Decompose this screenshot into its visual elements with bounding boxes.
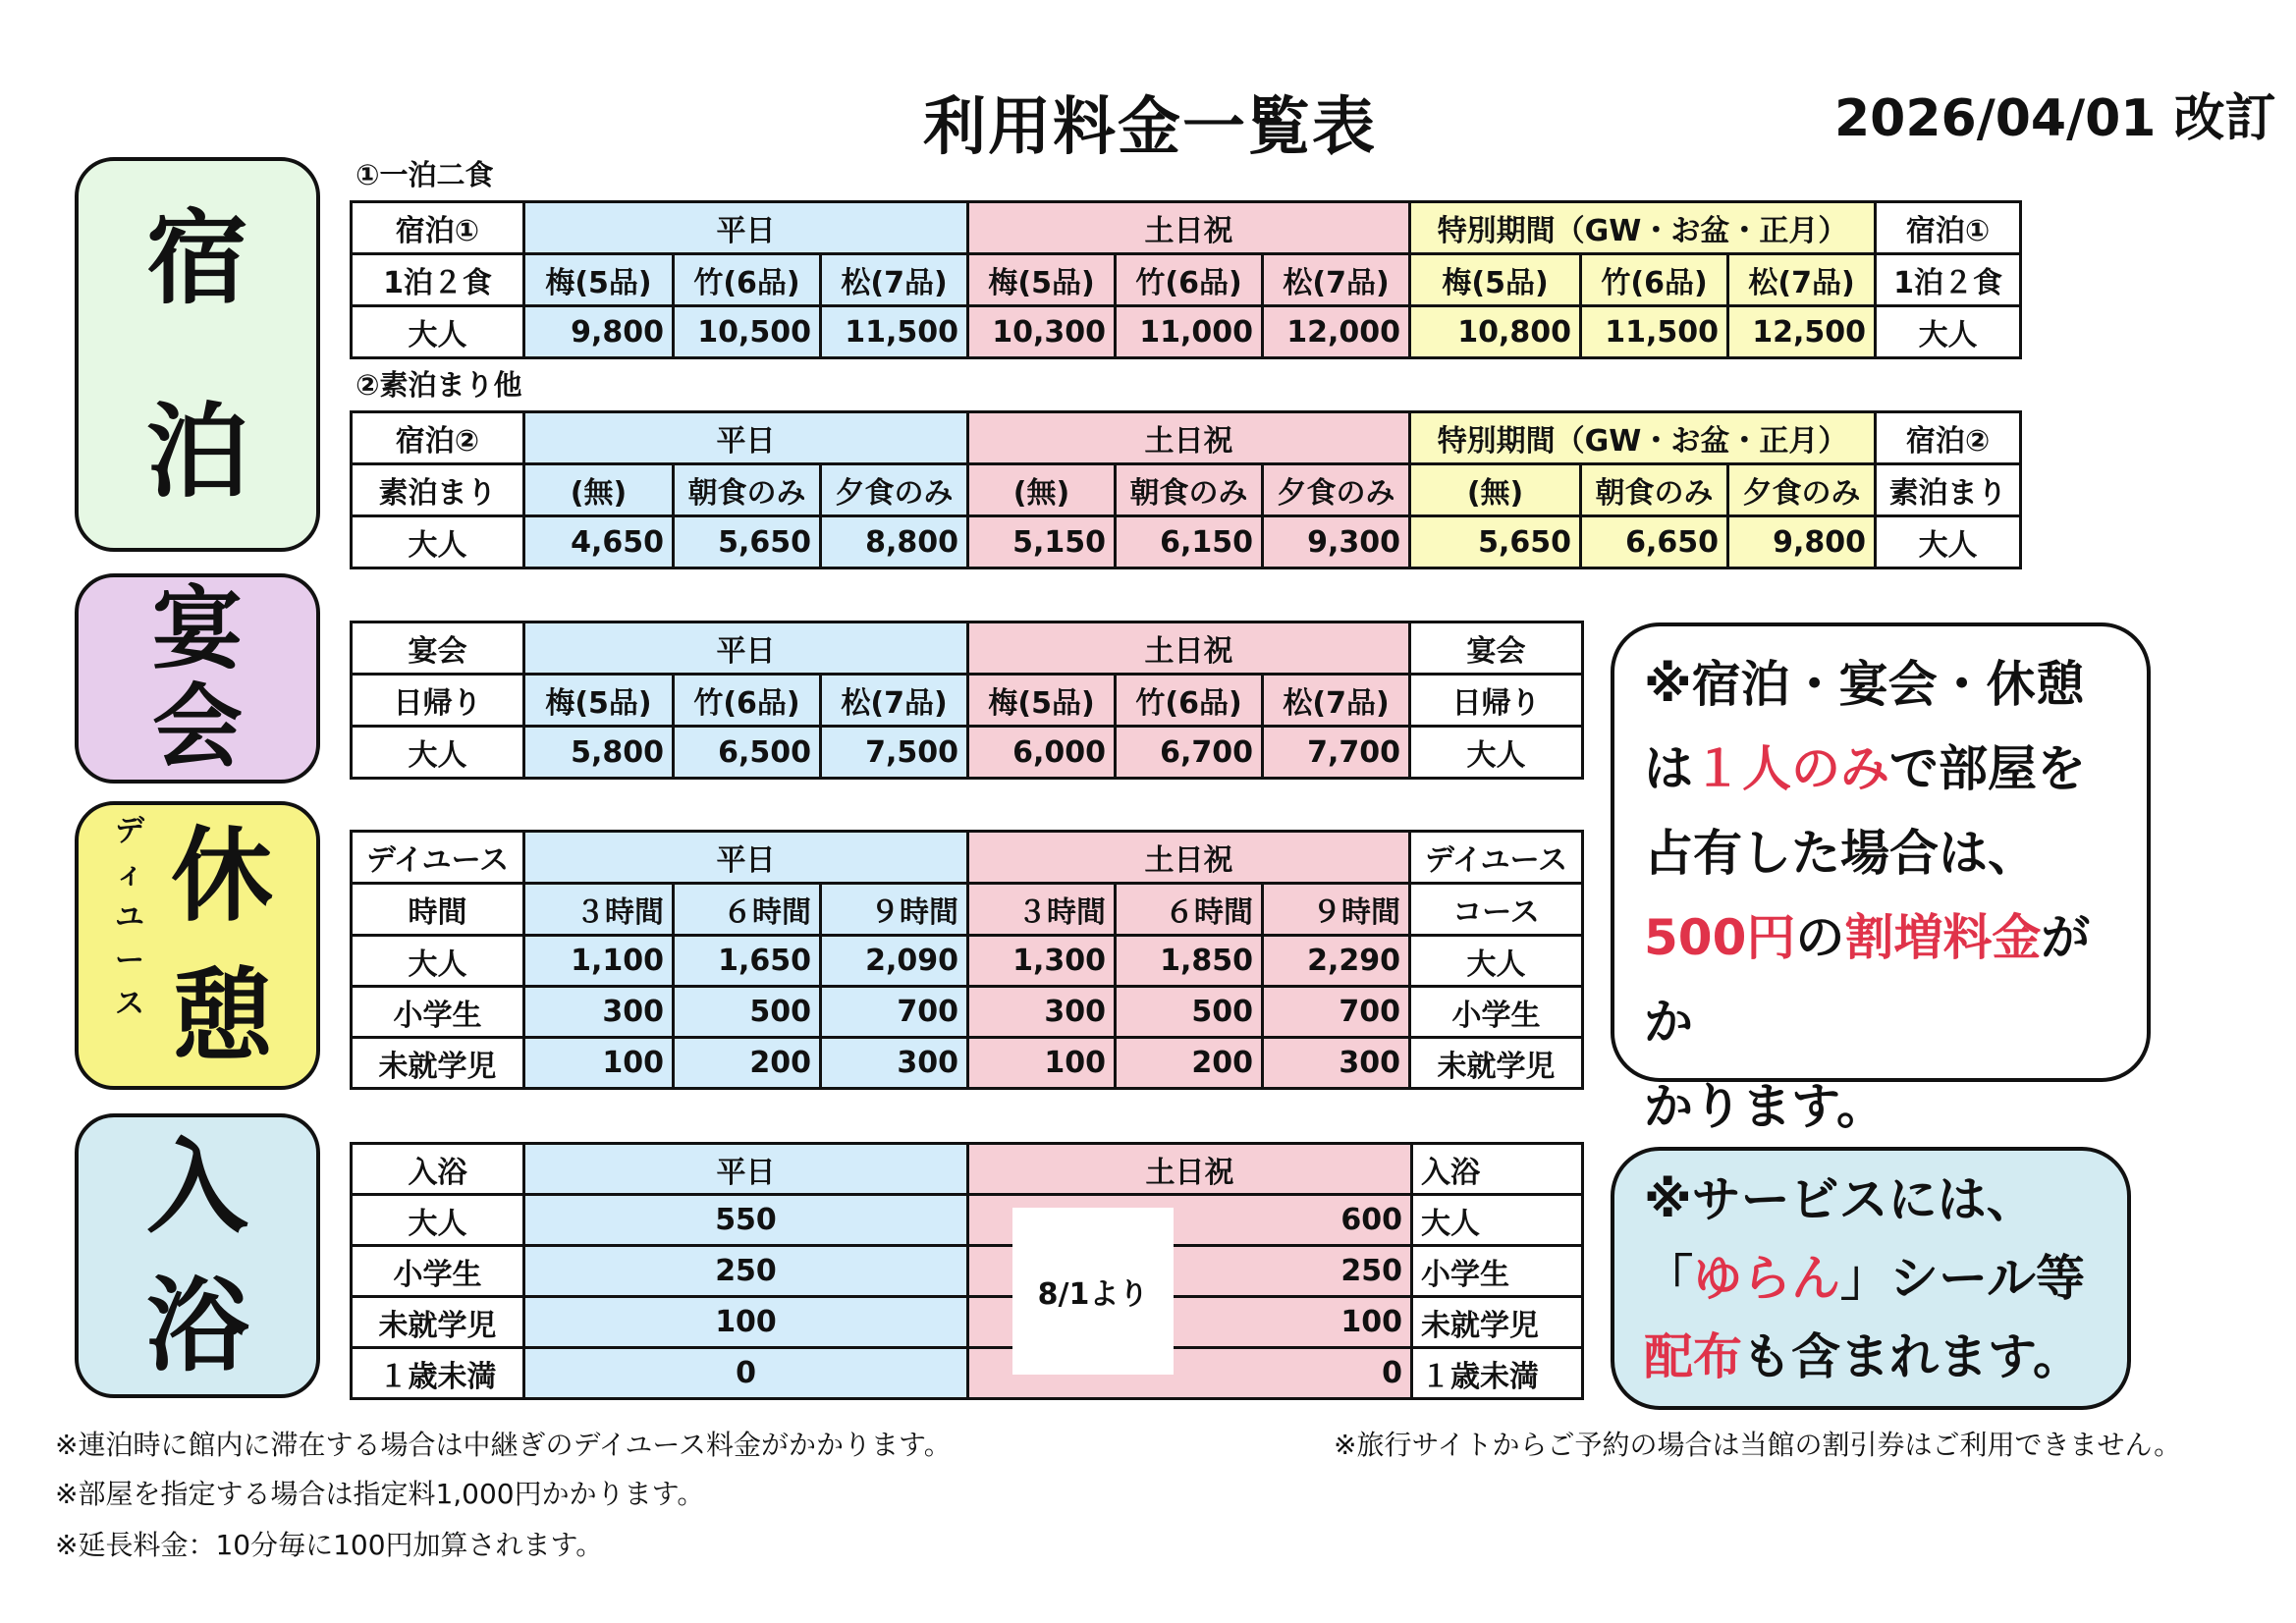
price-cell: 4,650 <box>524 516 674 568</box>
course-label: 梅(5品) <box>524 675 674 727</box>
meal-option: 朝食のみ <box>1581 464 1728 516</box>
course-label: 梅(5品) <box>524 254 674 306</box>
price-cell: 11,000 <box>1116 306 1263 358</box>
meal-option: (無) <box>968 464 1116 516</box>
special-period-header: 特別期間（GW・お盆・正月） <box>1410 412 1876 464</box>
category-rest-char: 憩 <box>170 955 273 1076</box>
holiday-header: 土日祝 <box>968 412 1410 464</box>
price-cell: 2,090 <box>821 936 968 987</box>
price-cell: 12,000 <box>1263 306 1410 358</box>
price-cell: 5,650 <box>674 516 821 568</box>
row-label: 大人 <box>352 516 524 568</box>
price-cell: 600 <box>968 1195 1412 1246</box>
weekday-header: 平日 <box>524 622 968 675</box>
stay2-label-right: 宿泊② <box>1876 412 2021 464</box>
price-cell: 5,800 <box>524 727 674 779</box>
row-label: 大人 <box>352 1195 524 1246</box>
price-cell: 300 <box>1263 1038 1410 1089</box>
price-cell: 11,500 <box>821 306 968 358</box>
meal-option: 夕食のみ <box>1728 464 1876 516</box>
row-label: 大人 <box>1876 516 2021 568</box>
row-label: 素泊まり <box>352 464 524 516</box>
weekday-header: 平日 <box>524 832 968 884</box>
price-cell: 6,700 <box>1116 727 1263 779</box>
rest-sub-char: ス <box>115 987 144 1021</box>
note-line: ※サービスには、 <box>1644 1171 2036 1228</box>
stay2-label: 宿泊② <box>352 412 524 464</box>
price-cell: 200 <box>674 1038 821 1089</box>
note-surcharge <box>1611 622 2151 1135</box>
price-cell: 6,150 <box>1116 516 1263 568</box>
holiday-header: 土日祝 <box>968 832 1410 884</box>
meal-option: 朝食のみ <box>674 464 821 516</box>
row-label: 未就学児 <box>1412 1297 1583 1348</box>
price-cell: 1,100 <box>524 936 674 987</box>
note-highlight: 500円 <box>1644 909 1796 966</box>
course-label: 松(7品) <box>1263 675 1410 727</box>
footnote: ※部屋を指定する場合は指定料1,000円かかります。 <box>55 1478 705 1510</box>
row-label: 時間 <box>352 884 524 936</box>
category-lodging-char: 宿 <box>145 197 248 318</box>
price-cell: 9,800 <box>1728 516 1876 568</box>
note-text: 」シール等 <box>1840 1250 2085 1307</box>
bath-notice-box: 8/1より <box>1012 1208 1174 1375</box>
rest-sub-char: ユ <box>115 900 144 935</box>
note-highlight: １人のみ <box>1693 740 1889 797</box>
row-label: 1泊２食 <box>1876 254 2021 306</box>
price-cell: 0 <box>524 1348 968 1399</box>
note-text: がか <box>1644 909 2091 1051</box>
rest-sub-char: ー <box>115 944 144 978</box>
note-line: 占有した場合は、 <box>1644 825 2037 882</box>
dayuse-label-right: デイユース <box>1410 832 1583 884</box>
category-bath <box>75 1113 320 1398</box>
footnote: ※延長料金：10分毎に100円加算されます。 <box>55 1529 604 1561</box>
price-cell: 250 <box>968 1246 1412 1297</box>
bath-label: 入浴 <box>352 1144 524 1195</box>
category-rest-char: 休 <box>170 815 273 936</box>
banquet-label: 宴会 <box>352 622 524 675</box>
rest-sub-char: ィ <box>115 857 144 892</box>
price-cell: 2,290 <box>1263 936 1410 987</box>
note-text: は <box>1644 740 1693 797</box>
price-cell: 6,650 <box>1581 516 1728 568</box>
row-label: １歳未満 <box>1412 1348 1583 1399</box>
dayuse-label: デイユース <box>352 832 524 884</box>
banquet-table <box>350 621 1584 780</box>
category-rest-subtitle <box>110 810 149 1026</box>
revision-date: 2026/04/01 改訂 <box>1834 89 2276 148</box>
duration-label: ６時間 <box>1116 884 1263 936</box>
row-label: 大人 <box>1876 306 2021 358</box>
row-label: 未就学児 <box>1410 1038 1583 1089</box>
price-cell: 7,700 <box>1263 727 1410 779</box>
category-lodging <box>75 157 320 552</box>
price-cell: 100 <box>968 1038 1116 1089</box>
row-label: 1泊２食 <box>352 254 524 306</box>
row-label: １歳未満 <box>352 1348 524 1399</box>
category-banquet-char: 会 <box>151 674 243 780</box>
row-label: 日帰り <box>1410 675 1583 727</box>
duration-label: ３時間 <box>968 884 1116 936</box>
stay1-table <box>350 200 2022 359</box>
price-cell: 10,500 <box>674 306 821 358</box>
note-highlight: ゆらん <box>1693 1250 1840 1307</box>
stay1-label-right: 宿泊① <box>1876 202 2021 254</box>
note-highlight: 割増料金 <box>1844 909 2042 966</box>
bath-table <box>350 1142 1584 1400</box>
meal-option: (無) <box>524 464 674 516</box>
special-period-header: 特別期間（GW・お盆・正月） <box>1410 202 1876 254</box>
row-label: 日帰り <box>352 675 524 727</box>
category-banquet-char: 宴 <box>151 576 243 682</box>
row-label: 小学生 <box>352 1246 524 1297</box>
holiday-header: 土日祝 <box>968 202 1410 254</box>
price-cell: 500 <box>674 987 821 1038</box>
note-line <box>1644 727 2117 811</box>
stay1-subtitle: ①一泊二食 <box>355 158 494 191</box>
stay2-subtitle: ②素泊まり他 <box>355 368 522 402</box>
price-cell: 10,300 <box>968 306 1116 358</box>
course-label: 松(7品) <box>821 675 968 727</box>
duration-label: ３時間 <box>524 884 674 936</box>
price-cell: 300 <box>524 987 674 1038</box>
note-line: かります。 <box>1644 1078 1886 1135</box>
row-label: 大人 <box>352 306 524 358</box>
row-label: 未就学児 <box>352 1038 524 1089</box>
stay2-table <box>350 410 2022 569</box>
dayuse-table <box>350 830 1584 1090</box>
footnote: ※連泊時に館内に滞在する場合は中継ぎのデイユース料金がかかります。 <box>55 1429 952 1461</box>
weekday-header: 平日 <box>524 1144 968 1195</box>
note-line <box>1644 1239 2098 1318</box>
category-bath-char: 浴 <box>145 1265 248 1385</box>
price-cell: 100 <box>524 1038 674 1089</box>
price-cell: 300 <box>968 987 1116 1038</box>
price-cell: 1,650 <box>674 936 821 987</box>
price-cell: 1,850 <box>1116 936 1263 987</box>
row-label: 小学生 <box>1412 1246 1583 1297</box>
meal-option: (無) <box>1410 464 1581 516</box>
course-label: 竹(6品) <box>674 675 821 727</box>
meal-option: 夕食のみ <box>821 464 968 516</box>
duration-label: ９時間 <box>1263 884 1410 936</box>
page-title: 利用料金一覧表 <box>923 91 1377 164</box>
price-cell: 700 <box>821 987 968 1038</box>
course-label: 竹(6品) <box>1581 254 1728 306</box>
footnote: ※旅行サイトからご予約の場合は当館の割引券はご利用できません。 <box>1334 1429 2182 1461</box>
price-cell: 550 <box>524 1195 968 1246</box>
row-label: 大人 <box>1410 727 1583 779</box>
category-lodging-char: 泊 <box>145 391 248 512</box>
row-label: 小学生 <box>352 987 524 1038</box>
course-label: 松(7品) <box>1728 254 1876 306</box>
stay1-label: 宿泊① <box>352 202 524 254</box>
duration-label: ９時間 <box>821 884 968 936</box>
price-cell: 7,500 <box>821 727 968 779</box>
note-text: で部屋を <box>1889 740 2086 797</box>
price-cell: 11,500 <box>1581 306 1728 358</box>
course-label: 松(7品) <box>1263 254 1410 306</box>
row-label: 未就学児 <box>352 1297 524 1348</box>
meal-option: 夕食のみ <box>1263 464 1410 516</box>
row-label: 素泊まり <box>1876 464 2021 516</box>
note-service <box>1611 1147 2131 1410</box>
rest-sub-char: デ <box>115 814 144 848</box>
course-label: 竹(6品) <box>1116 254 1263 306</box>
price-cell: 12,500 <box>1728 306 1876 358</box>
row-label: 小学生 <box>1410 987 1583 1038</box>
weekday-header: 平日 <box>524 412 968 464</box>
note-line <box>1644 1318 2098 1396</box>
note-highlight: 配布 <box>1644 1328 1742 1385</box>
category-bath-char: 入 <box>145 1126 248 1247</box>
price-cell: 100 <box>968 1297 1412 1348</box>
row-label: コース <box>1410 884 1583 936</box>
bath-label-right: 入浴 <box>1412 1144 1583 1195</box>
note-text: の <box>1795 909 1845 966</box>
price-cell: 100 <box>524 1297 968 1348</box>
price-cell: 5,650 <box>1410 516 1581 568</box>
price-cell: 9,800 <box>524 306 674 358</box>
price-cell: 10,800 <box>1410 306 1581 358</box>
banquet-label-right: 宴会 <box>1410 622 1583 675</box>
course-label: 竹(6品) <box>674 254 821 306</box>
duration-label: ６時間 <box>674 884 821 936</box>
row-label: 大人 <box>352 727 524 779</box>
price-cell: 500 <box>1116 987 1263 1038</box>
weekday-header: 平日 <box>524 202 968 254</box>
row-label: 大人 <box>352 936 524 987</box>
price-cell: 9,300 <box>1263 516 1410 568</box>
price-cell: 700 <box>1263 987 1410 1038</box>
course-label: 松(7品) <box>821 254 968 306</box>
price-cell: 200 <box>1116 1038 1263 1089</box>
category-banquet <box>75 573 320 784</box>
price-cell: 5,150 <box>968 516 1116 568</box>
price-cell: 6,000 <box>968 727 1116 779</box>
price-cell: 250 <box>524 1246 968 1297</box>
note-line: ※宿泊・宴会・休憩 <box>1644 656 2085 713</box>
course-label: 梅(5品) <box>968 675 1116 727</box>
holiday-header: 土日祝 <box>968 622 1410 675</box>
note-line <box>1644 895 2117 1064</box>
row-label: 大人 <box>1410 936 1583 987</box>
price-cell: 8,800 <box>821 516 968 568</box>
holiday-header: 土日祝 <box>968 1144 1412 1195</box>
course-label: 竹(6品) <box>1116 675 1263 727</box>
course-label: 梅(5品) <box>968 254 1116 306</box>
course-label: 梅(5品) <box>1410 254 1581 306</box>
note-text: も含まれます。 <box>1742 1328 2082 1385</box>
price-cell: 0 <box>968 1348 1412 1399</box>
row-label: 大人 <box>1412 1195 1583 1246</box>
meal-option: 朝食のみ <box>1116 464 1263 516</box>
note-text: 「 <box>1644 1250 1693 1307</box>
price-cell: 6,500 <box>674 727 821 779</box>
price-cell: 1,300 <box>968 936 1116 987</box>
price-cell: 300 <box>821 1038 968 1089</box>
